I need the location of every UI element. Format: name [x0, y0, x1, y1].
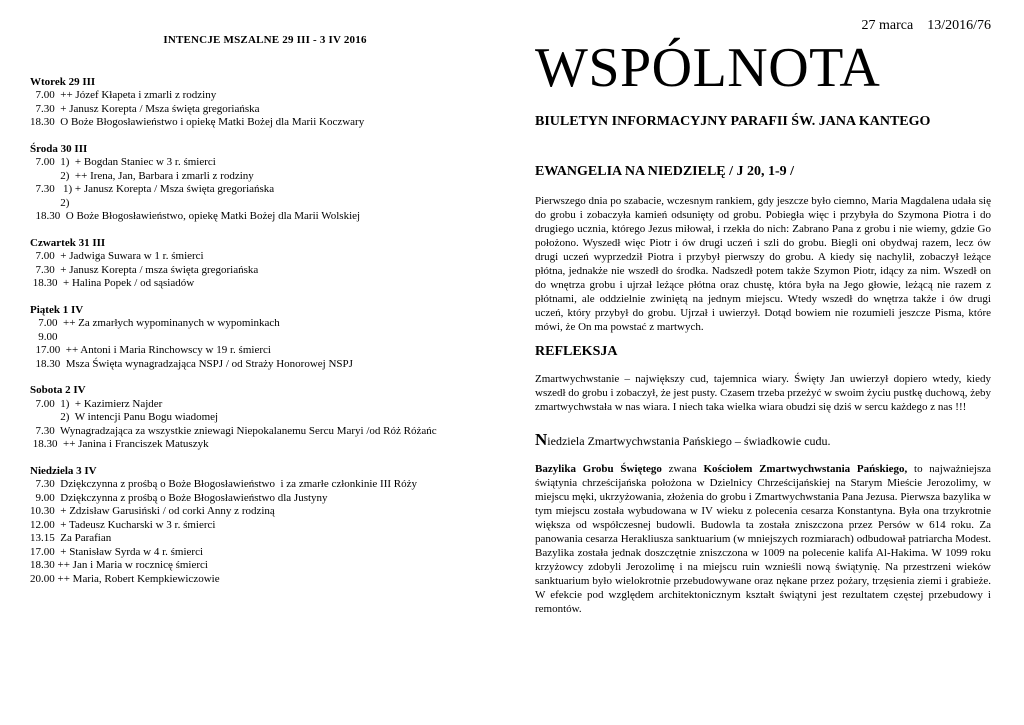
- reflection-text: Zmartwychwstanie – największy cud, tajemnica wiary. Święty Jan uwierzył dopiero wtedy, kiedy wszedł do grobu i zobaczył, że jest pusty. Czasem trzeba przeżyć w swoim życiu pustkę duchową, żeby zmartwychwstała w nas wiara. I niech taka wielka wiara obudzi się dziś w sercu każdego z nas !!!: [535, 373, 991, 413]
- intention-day: [30, 143, 500, 224]
- intention-entry: 2) W intencji Panu Bogu wiadomej: [30, 411, 219, 423]
- basilica-name: Bazylika Grobu Świętego: [535, 463, 662, 475]
- intention-day: [30, 76, 500, 130]
- intention-entry: 17.00 + Stanisław Syrda w 4 r. śmierci: [30, 545, 204, 558]
- intention-day-heading: Sobota 2 IV: [30, 384, 86, 396]
- intention-entry: 18.30 O Boże Błogosławieństwo, opiekę Matki Bożej dla Marii Wolskiej: [30, 210, 361, 222]
- intention-entry: 9.00 Dziękczynna z prośbą o Boże Błogosławieństwo dla Justyny: [30, 491, 328, 504]
- intention-entry: 7.00 ++ Za zmarłych wypominanych w wypominkach: [30, 317, 280, 329]
- intention-day: [30, 465, 500, 587]
- issue-date: 27 marca: [861, 18, 914, 33]
- intention-entry: 7.30 Wynagradzająca za wszystkie zniewagi Niepokalanemu Sercu Maryi /od Róż Różańc: [30, 424, 437, 437]
- intention-entry: 18.30 Msza Święta wynagradzająca NSPJ / od Straży Honorowej NSPJ: [30, 357, 353, 370]
- issue-line: [535, 18, 991, 34]
- intention-entry: 7.00 ++ Józef Kłapeta i zmarli z rodziny: [30, 89, 217, 101]
- intention-entry: 20.00 ++ Maria, Robert Kempkiewiczowie: [30, 572, 220, 585]
- intentions-days: [30, 76, 500, 587]
- intention-entry: 7.30 + Janusz Korepta / Msza święta gregoriańska: [30, 102, 260, 115]
- basilica-connector: zwana: [661, 463, 704, 475]
- intention-entry: 12.00 + Tadeusz Kucharski w 3 r. śmierci: [30, 518, 216, 531]
- gospel-heading: EWANGELIA NA NIEDZIELĘ / J 20, 1-9 /: [535, 164, 795, 179]
- bulletin-column: [535, 18, 991, 616]
- mass-intentions-column: [30, 34, 500, 599]
- intention-entry: 7.30 Dziękczynna z prośbą o Boże Błogosławieństwo i za zmarłe członkinie III Róży: [30, 478, 418, 490]
- masthead: WSPÓLNOTA: [535, 37, 881, 99]
- intention-entry: 17.00 ++ Antoni i Maria Rinchowscy w 19 r. śmierci: [30, 344, 271, 356]
- feast-initial: N: [535, 430, 548, 449]
- issue-number: 13/2016/76: [927, 18, 991, 33]
- intention-entry: 13.15 Za Parafian: [30, 532, 112, 544]
- gospel-text: Pierwszego dnia po szabacie, wczesnym rankiem, gdy jeszcze było ciemno, Maria Magdalena udała się do grobu i zobaczyła kamień odsunięty od grobu. Pobiegła więc i przybyła do Szymona Piotra i do drugiego ucznia, którego Jezus miłował, i rzekła do nich: Zabrano Pana z grobu i nie wiemy, gdzie Go położono. Wyszedł więc Piotr i ów drugi uczeń i szli do grobu. Biegli oni obydwaj razem, lecz ów drugi uczeń wyprzedził Piotra i przybył pierwszy do grobu. A kiedy się nachylił, zobaczył leżące płótna, jednakże nie wszedł do środka. Nadszedł potem także Szymon Piotr, idący za nim. Wszedł on do wnętrza grobu i ujrzał leżące płótna oraz chustę, która była na Jego głowie, leżącą nie razem z płótnami, ale oddzielnie zwiniętą na jednym miejscu. Wtedy wszedł do wnętrza także i ów drugi uczeń, który przybył do grobu. Ujrzał i uwierzył. Dotąd bowiem nie rozumieli jeszcze Pisma, które mówi, że On ma powstać z martwych.: [535, 195, 991, 333]
- intention-day-heading: Niedziela 3 IV: [30, 464, 97, 477]
- intention-entry: 18.30 + Halina Popek / od sąsiadów: [30, 277, 195, 289]
- intention-entry: 7.00 1) + Bogdan Staniec w 3 r. śmierci: [30, 156, 216, 168]
- intention-entry: 18.30 ++ Janina i Franciszek Matuszyk: [30, 438, 209, 450]
- intention-entry: 9.00: [30, 330, 58, 343]
- reflection-heading: REFLEKSJA: [535, 344, 618, 359]
- intention-entry: 18.30 ++ Jan i Maria w rocznicę śmierci: [30, 559, 208, 571]
- basilica-text: [535, 462, 991, 616]
- basilica-alt-name: Kościołem Zmartwychwstania Pańskiego,: [703, 463, 908, 475]
- intention-entry: 7.30 1) + Janusz Korepta / Msza święta gregoriańska: [30, 183, 275, 195]
- intention-day-heading: Środa 30 III: [30, 142, 88, 155]
- feast-title-rest: iedziela Zmartwychwstania Pańskiego – świadkowie cudu.: [547, 434, 831, 448]
- basilica-body: to najważniejsza świątynia chrześcijańska położona w Dzielnicy Chrześcijańskiej na Starym Mieście Jerozolimy, w miejscu męki, ukrzyżowania, złożenia do grobu i Zmartwychwstania Pana Jezusa. Pierwsza bazylika w tym miejscu została wybudowana w IV wieku z polecenia cesarza Konstantyna. Była ona trzykrotnie większa od współczesnej budowli. Budowla ta została zniszczona przez Persów w 614 roku. Za panowania cesarza Herakliusza sanktuarium (w mniejszych rozmiarach) odbudował patriarcha Modest. Bazylika została jednak doszczętnie zniszczona w 1009 na polecenie kalifa Al-Hakima. W 1099 roku krzyżowcy zdobyli Jerozolimę i na miejscu ruin wznieśli nową świątynię. Na przestrzeni wieków sanktuarium było wielokrotnie przebudowywane oraz nękane przez pożary, trzęsienia ziemi i grabieże. W efekcie pod względem architektonicznym kształt świątyni jest rezultatem częstej przebudowy i remontów.: [535, 463, 991, 615]
- intention-entry: 10.30 + Zdzisław Garusiński / od corki Anny z rodziną: [30, 505, 275, 517]
- intention-entry: 2) ++ Irena, Jan, Barbara i zmarli z rodziny: [30, 169, 254, 182]
- intention-entry: 2): [30, 196, 70, 209]
- intention-day: [30, 384, 500, 452]
- intention-entry: 7.00 + Jadwiga Suwara w 1 r. śmierci: [30, 250, 204, 262]
- intention-entry: 7.30 + Janusz Korepta / msza święta gregoriańska: [30, 263, 259, 276]
- intention-entry: 18.30 O Boże Błogosławieństwo i opiekę Matki Bożej dla Marii Koczwary: [30, 116, 365, 128]
- intention-day: [30, 237, 500, 291]
- intention-day-heading: Wtorek 29 III: [30, 75, 96, 88]
- intention-entry: 7.00 1) + Kazimierz Najder: [30, 397, 163, 410]
- intentions-title: INTENCJE MSZALNE 29 III - 3 IV 2016: [163, 34, 367, 46]
- intention-day-heading: Piątek 1 IV: [30, 303, 84, 316]
- feast-title: [535, 430, 991, 450]
- intention-day-heading: Czwartek 31 III: [30, 236, 106, 249]
- bulletin-subtitle: BIULETYN INFORMACYJNY PARAFII ŚW. JANA KANTEGO: [535, 114, 931, 129]
- intention-day: [30, 304, 500, 372]
